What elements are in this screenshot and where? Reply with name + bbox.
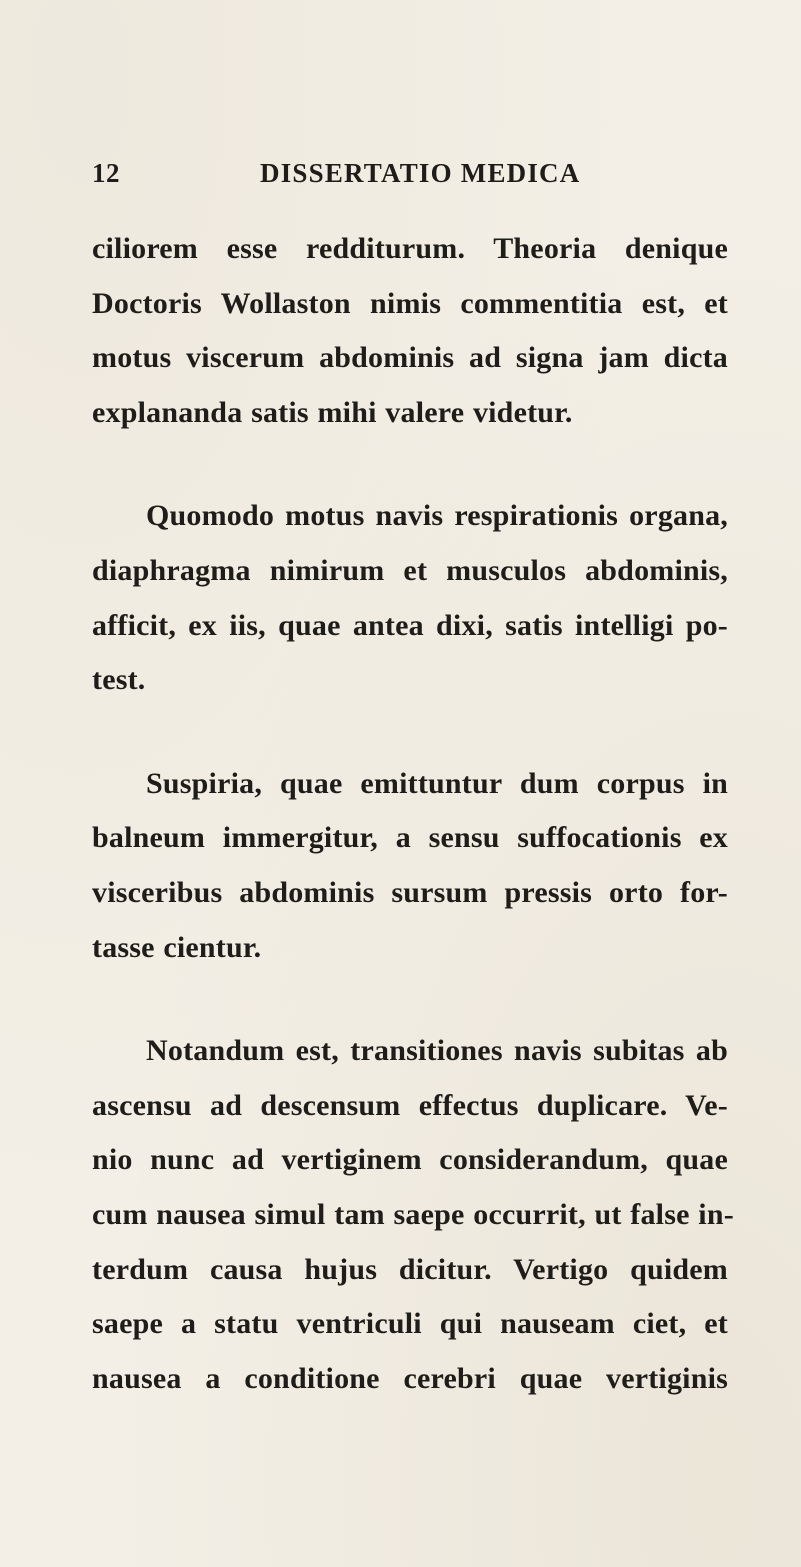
paragraph-gap	[92, 975, 728, 1024]
text-line: saepe a statu ventriculi qui nauseam ciet, et	[92, 1307, 728, 1341]
paragraph-2	[92, 489, 728, 707]
page-header	[92, 158, 732, 198]
text-line: Doctoris Wollaston nimis commentitia est, et	[92, 286, 728, 320]
paragraph-1	[92, 222, 728, 440]
text-line: balneum immergitur, a sensu suffocationis ex	[92, 821, 728, 855]
page-number: 12	[92, 158, 120, 188]
text-line: diaphragma nimirum et musculos abdominis,	[92, 553, 728, 587]
paragraph-gap	[92, 708, 728, 757]
text-line: nausea a conditione cerebri quae vertiginis	[92, 1361, 728, 1395]
text-line: test.	[92, 663, 146, 697]
paragraph-4	[92, 1024, 734, 1406]
text-line: Notandum est, transitiones navis subitas ab	[146, 1034, 728, 1068]
text-line: ascensu ad descensum effectus duplicare. Ve-	[92, 1088, 728, 1122]
running-title: DISSERTATIO MEDICA	[260, 158, 581, 188]
body-text	[92, 222, 734, 1406]
text-line: Quomodo motus navis respirationis organa,	[146, 499, 728, 533]
text-line: ciliorem esse redditurum. Theoria denique	[92, 232, 728, 265]
paragraph-gap	[92, 440, 728, 489]
text-line: cum nausea simul tam saepe occurrit, ut false in-	[92, 1197, 734, 1231]
text-line: visceribus abdominis sursum pressis orto for-	[92, 875, 728, 909]
text-line: Suspiria, quae emittuntur dum corpus in	[146, 766, 728, 800]
text-line: tasse cientur.	[92, 930, 262, 964]
text-line: terdum causa hujus dicitur. Vertigo quidem	[92, 1252, 728, 1286]
text-line: motus viscerum abdominis ad signa jam dicta	[92, 341, 728, 375]
paragraph-3	[92, 757, 728, 975]
text-line: afficit, ex iis, quae antea dixi, satis intelligi po-	[92, 608, 728, 642]
text-line: nio nunc ad vertiginem considerandum, quae	[92, 1143, 728, 1177]
text-line: explananda satis mihi valere videtur.	[92, 395, 573, 429]
